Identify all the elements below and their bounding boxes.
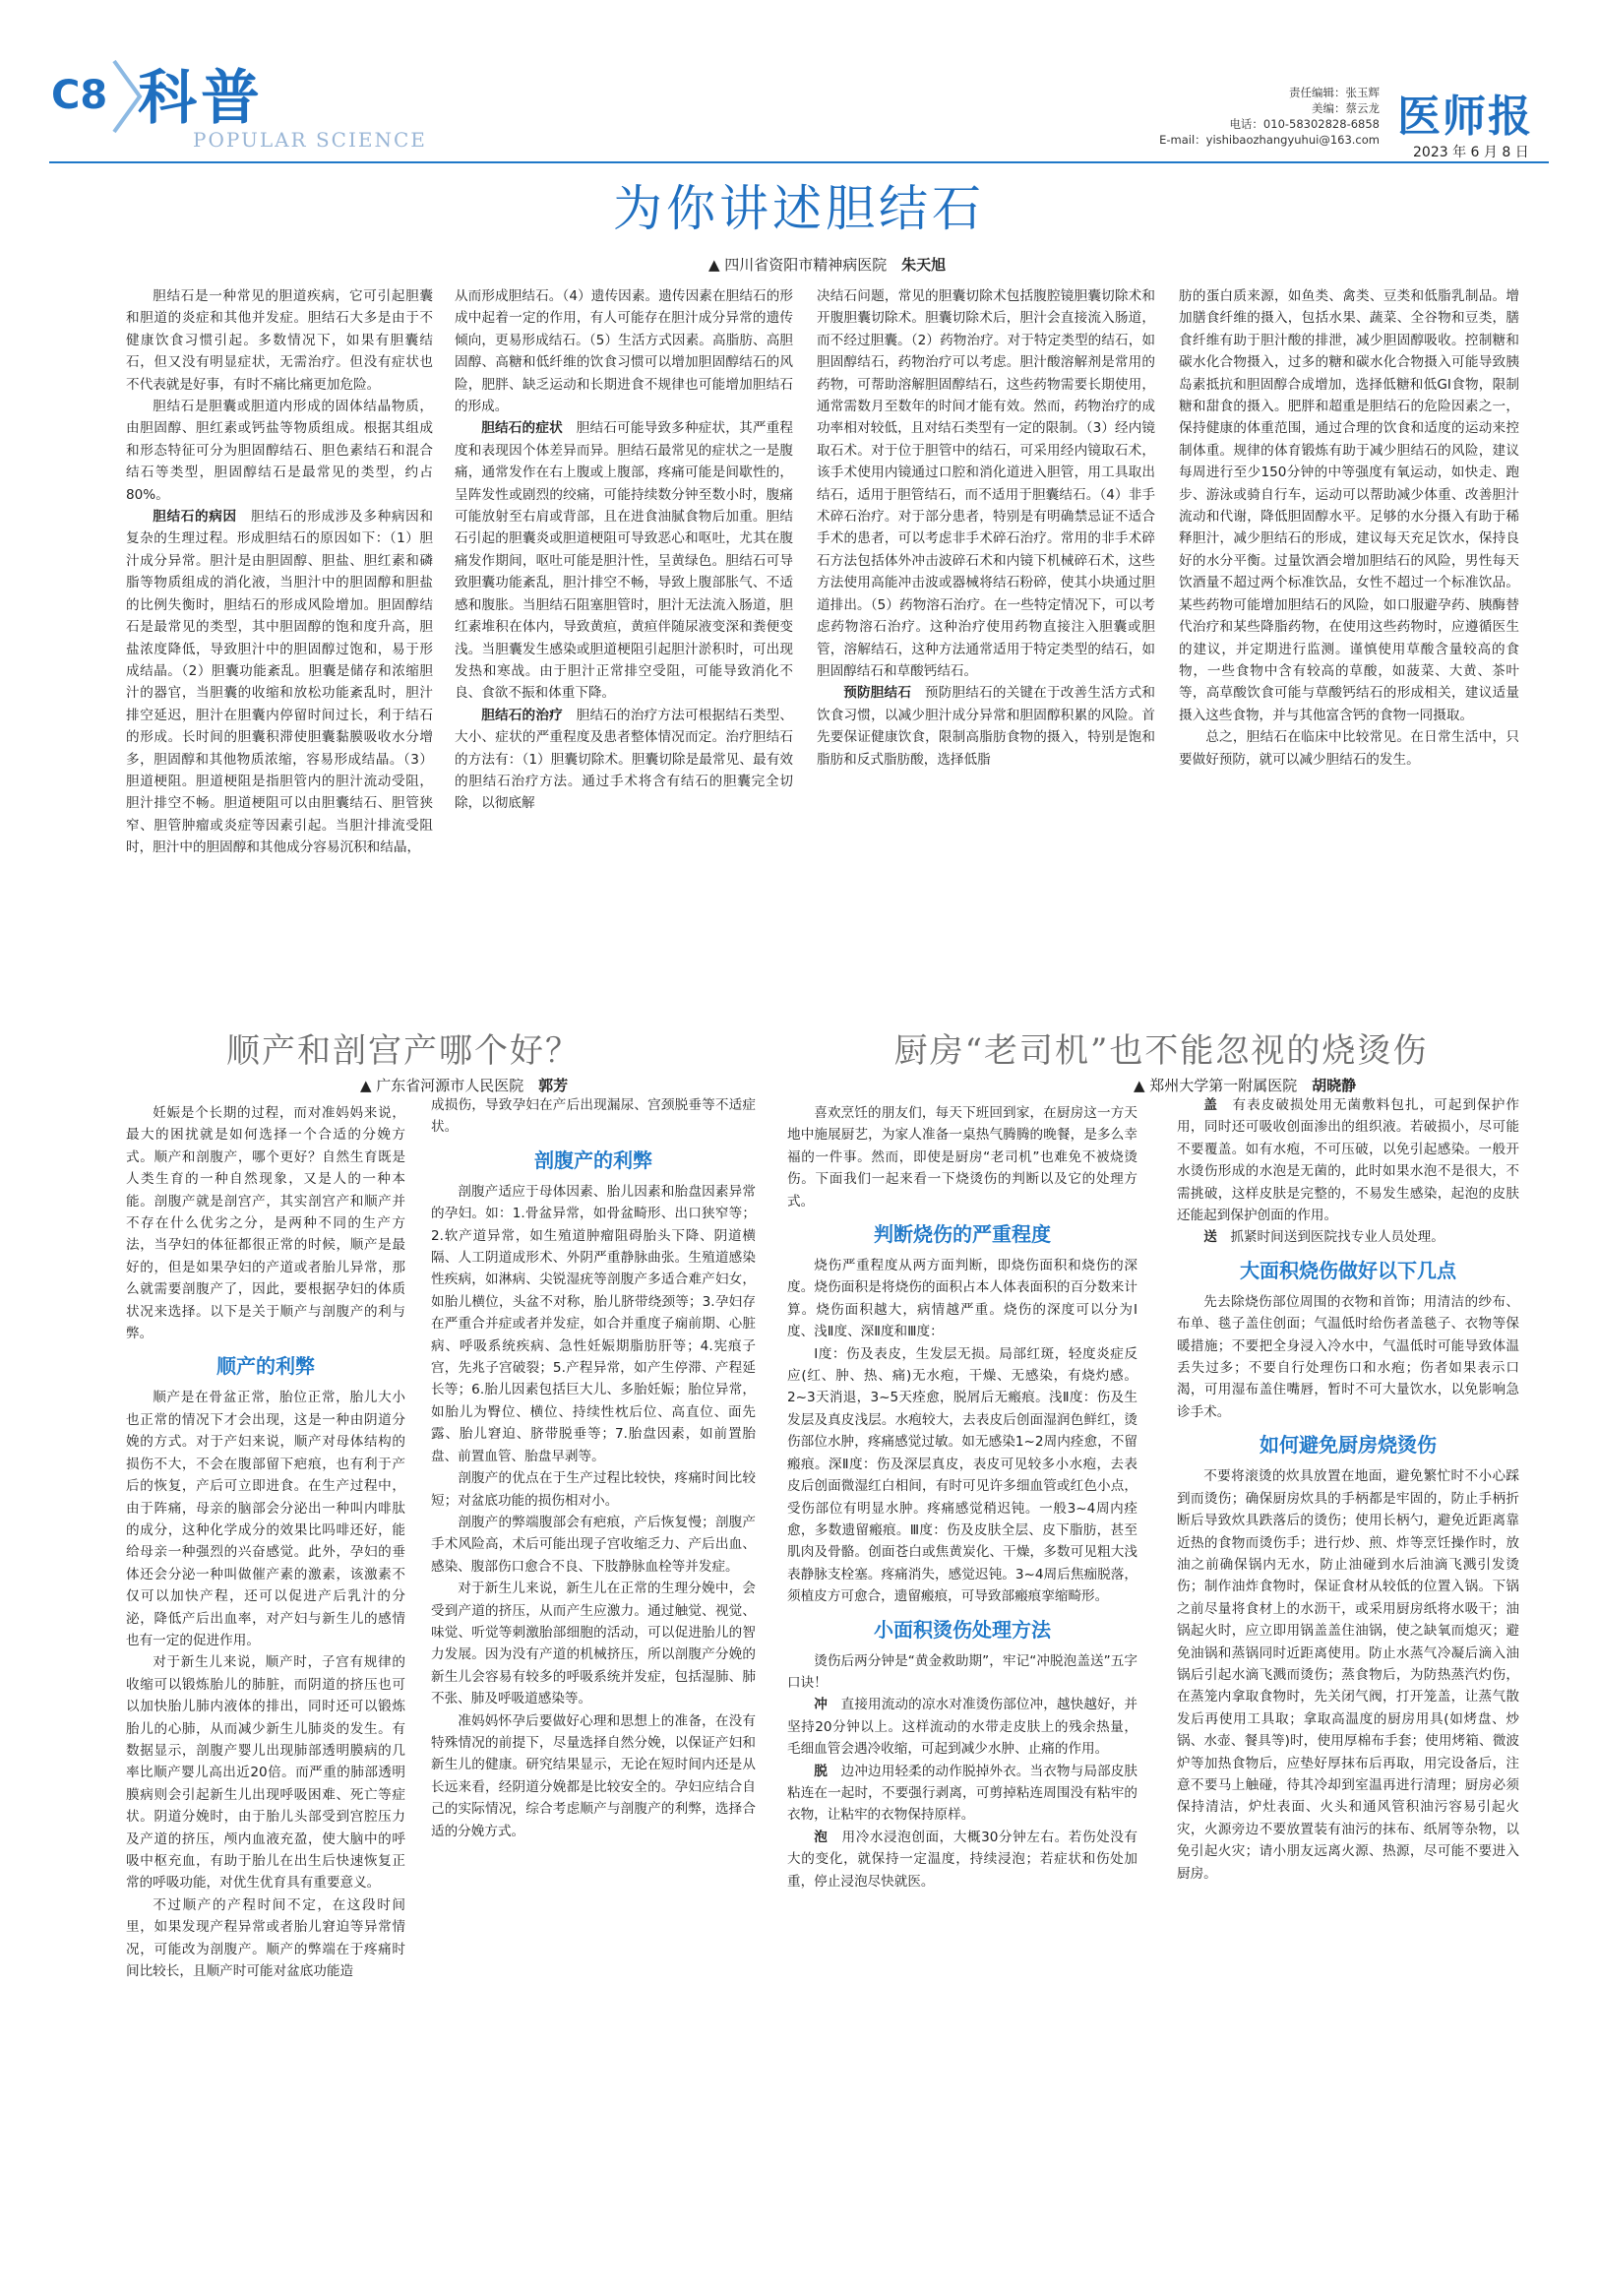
paragraph (126, 396, 433, 506)
subheading: 剖腹产的利弊 (534, 1148, 652, 1172)
main-article-byline (708, 254, 946, 275)
paragraph-text: 肪的蛋白质来源，如鱼类、禽类、豆类和低脂乳制品。增加膳食纤维的摄入，包括水果、蔬菜、全谷物和豆类，膳食纤维有助于胆汁酸的排泄，减少胆固醇吸收。控制糖和碳水化合物摄入，过多的糖和碳水化合物摄入可能导致胰岛素抵抗和胆固醇合成增加，选择低糖和低GI食物，限制糖和甜食的摄入。肥胖和超重是胆结石的危险因素之一，保持健康的体重范围，通过合理的饮食和适度的运动来控制体重。规律的体育锻炼有助于减少胆结石的风险，建议每周进行至少150分钟的中等强度有氧运动，如快走、跑步、游泳或骑自行车，运动可以帮助减少体重、改善胆汁流动和代谢，降低胆固醇水平。足够的水分摄入有助于稀释胆汁，减少胆结石的形成，建议每天充足饮水，保持良好的水分平衡。过量饮酒会增加胆结石的风险，男性每天饮酒量不超过两个标准饮品，女性不超过一个标准饮品。某些药物可能增加胆结石的风险，如口服避孕药、胰酶替代治疗和某些降脂药物，在使用这些药物时，应遵循医生的建议，并定期进行监测。谨慎使用草酸含量较高的食物，一些食物中含有较高的草酸，如菠菜、大黄、茶叶等，高草酸饮食可能与草酸钙结石的形成相关，建议适量摄入这些食物，并与其他富含钙的食物一同摄取。 (1179, 288, 1519, 723)
article2-column-1 (126, 1102, 405, 2273)
email: E-mail：yishibaozhangyuhui@163.com (1159, 133, 1380, 147)
paragraph (1179, 285, 1519, 726)
paragraph (787, 1827, 1137, 1893)
paragraph-text: 剖腹产适应于母体因素、胎儿因素和胎盘因素异常的孕妇。如：1.骨盆异常，如骨盆畸形、出口狭窄等；2.软产道异常，如生殖道肿瘤阻碍胎头下降、阴道横隔、人工阴道成形术、外阴严重静脉曲张。生殖道感染性疾病，如淋病、尖锐湿疣等剖腹产多适合难产妇女，如胎儿横位，头盆不对称，胎儿脐带绕颈等；3.孕妇存在严重合并症或者并发症，如合并重度子痫前期、心脏病、呼吸系统疾病、急性妊娠期脂肪肝等；4.宪痕子宫，先兆子宫破裂；5.产程异常，如产生停滞、产程延长等；6.胎儿因素包括巨大儿、多胎妊娠；胎位异常，如胎儿为臀位、横位、持续性枕后位、高直位、面先露、胎儿窘迫、脐带脱垂等；7.胎盘因素，如前置胎盘、前置血管、胎盘早剥等。 (431, 1183, 756, 1464)
article2-byline (360, 1075, 568, 1095)
article3-byline (1134, 1075, 1356, 1095)
paragraph-text: 准妈妈怀孕后要做好心理和思想上的准备，在没有特殊情况的前提下，尽量选择自然分娩，以保证产妇和新生儿的健康。研究结果显示，无论在短时间内还是从长远来看，经阴道分娩都是比较安全的。孕妇应结合自己的实际情况，综合考虑顺产与剖腹产的利弊，选择合适的分娩方式。 (431, 1712, 756, 1839)
article3-title: 厨房“老司机”也不能忽视的烧烫伤 (893, 1031, 1429, 1071)
paragraph (1177, 1291, 1519, 1423)
paragraph (1179, 726, 1519, 771)
subheading: 判断烧伤的严重程度 (874, 1222, 1051, 1247)
author-name: 郭芳 (538, 1077, 569, 1094)
paragraph (787, 1343, 1137, 1608)
paragraph-text: 顺产是在骨盆正常，胎位正常，胎儿大小也正常的情况下才会出现，这是一种由阴道分娩的方式。对于产妇来说，顺产对母体结构的损伤不大，不会在腹部留下疤痕，也有利于产后的恢复，产后可立即进食。在生产过程中，由于阵痛，母亲的脑部会分泌出一种叫内啡肽的成分，这种化学成分的效果比吗啡还好，能给母亲一种强烈的兴奋感觉。此外，孕妇的垂体还会分泌一种叫做催产素的激素，该激素不仅可以加快产程，还可以促进产后乳汁的分泌，降低产后出血率，对产妇与新生儿的感情也有一定的促进作用。 (126, 1390, 405, 1648)
run-in-heading: 送 (1203, 1229, 1217, 1246)
paragraph-text: 总之，胆结石在临床中比较常见。在日常生活中，只要做好预防，就可以减少胆结石的发生。 (1179, 729, 1519, 768)
paragraph-text: 烫伤后两分钟是“黄金救助期”，牢记“冲脱泡盖送”五字口诀！ (787, 1652, 1137, 1691)
paragraph-text: Ⅰ度：伤及表皮，生发层无损。局部红斑，轻度炎症反应(红、肿、热、痛)无水疱，干燥、无感染，有烧灼感。2~3天消退，3~5天痊愈，脱屑后无瘢痕。浅Ⅱ度：伤及生发层及真皮浅层。水疱较大，去表皮后创面湿润色鲜红，烫伤部位水肿，疼痛感觉过敏。如无感染1~2周内痊愈，不留瘢痕。深Ⅱ度：伤及深层真皮，表皮可见较多小水疱，去表皮后创面微湿红白相间，有时可见许多细血管或红色小点，受伤部位有明显水肿。疼痛感觉稍迟钝。一般3~4周内痊愈，多数遗留瘢痕。Ⅲ度：伤及皮肤全层、皮下脂肪，甚至肌肉及骨骼。创面苍白或焦黄炭化、干燥，多数可见粗大浅表静脉支栓塞。疼痛消失，感觉迟钝。3~4周后焦痂脱落，须植皮方可愈合，遗留瘢痕，可导致部瘢痕挛缩畸形。 (787, 1345, 1137, 1605)
paragraph (126, 1387, 405, 1651)
paragraph-text: 妊娠是个长期的过程，而对准妈妈来说，最大的困扰就是如何选择一个合适的分娩方式。顺产和剖腹产，哪个更好？自然生育既是人类生育的一种自然现象，又是人的一种本能。剖腹产就是剖宫产，其实剖宫产和顺产并不存在什么优劣之分，是两种不同的生产方法，当孕妇的体征都很正常的时候，顺产是最好的，但是如果孕妇的产道或者胎儿异常，那么就需要剖腹产了，因此，要根据孕妇的体质状况来选择。以下是关于顺产与剖腹产的利与弊。 (126, 1105, 405, 1342)
author-org: ▲ 四川省资阳市精神病医院 (708, 256, 888, 274)
page-number: C8 (51, 73, 108, 118)
paragraph-text: 胆结石的治疗方法可根据结石类型、大小、症状的严重程度及患者整体情况而定。治疗胆结石的方法有：（1）胆囊切除术。胆囊切除是最常见、最有效的胆结石治疗方法。通过手术将含有结石的胆囊完全切除，以彻底解 (455, 707, 793, 812)
paragraph (126, 1102, 405, 1344)
paragraph-text: 胆结石是胆囊或胆道内形成的固体结晶物质，由胆固醇、胆红素或钙盐等物质组成。根据其组成和形态特征可分为胆固醇结石、胆色素结石和混合结石等类型，胆固醇结石是最常见的类型，约占80%。 (126, 399, 433, 503)
author-name: 朱天旭 (901, 256, 947, 274)
paragraph-text: 胆结石可能导致多种症状，其严重程度和表现因个体差异而异。胆结石最常见的症状之一是腹痛，通常发作在右上腹或上腹部，疼痛可能是间歇性的，呈阵发性或剧烈的绞痛，可能持续数分钟至数小时，腹痛可能放射至右肩或背部，且在进食油腻食物后加重。胆结石引起的胆囊炎或胆道梗阻可导致恶心和呕吐，尤其在腹痛发作期间，呕吐可能是胆汁性，呈黄绿色。胆结石可导致胆囊功能紊乱，胆汁排空不畅，导致上腹部胀气、不适感和腹胀。当胆结石阻塞胆管时，胆汁无法流入肠道，胆红素堆积在体内，导致黄疸，黄疸伴随尿液变深和粪便变浅。当胆囊发生感染或胆道梗阻引起胆汁淤积时，可出现发热和寒战。由于胆汁正常排空受阻，可能导致消化不良、食欲不振和体重下降。 (455, 420, 793, 702)
paragraph (455, 705, 793, 815)
run-in-heading: 预防胆结石 (843, 685, 912, 702)
paragraph-text: 烧伤严重程度从两方面判断，即烧伤面积和烧伤的深度。烧伤面积是将烧伤的面积占本人体表面积的百分数来计算。烧伤面积越大，病情越严重。烧伤的深度可以分为Ⅰ度、浅Ⅱ度、深Ⅱ度和Ⅲ度： (787, 1258, 1137, 1340)
paragraph-text: 直接用流动的凉水对准烫伤部位冲，越快越好，并坚持20分钟以上。这样流动的水带走皮肤上的残余热量，毛细血管会遇冷收缩，可起到减少水肿、止痛的作用。 (787, 1697, 1137, 1758)
subheading: 顺产的利弊 (216, 1354, 315, 1379)
main-article-title: 为你讲述胆结石 (613, 180, 985, 237)
masthead-info (1151, 85, 1380, 148)
main-article-column-4 (1179, 285, 1519, 1024)
subheading: 如何避免厨房烧烫伤 (1260, 1433, 1437, 1458)
header-rule (49, 161, 1549, 163)
run-in-heading: 盖 (1203, 1097, 1218, 1113)
paragraph-text: 从而形成胆结石。（4）遗传因素。遗传因素在胆结石的形成中起着一定的作用，有人可能存在胆汁成分异常的遗传倾向，更易形成结石。（5）生活方式因素。高脂肪、高胆固醇、高糖和低纤维的饮食习惯可以增加胆固醇结石的风险，肥胖、缺乏运动和长期进食不规律也可能增加胆结石的形成。 (455, 288, 793, 415)
paragraph (126, 285, 433, 396)
main-article-column-3 (817, 285, 1155, 1024)
paragraph (817, 682, 1155, 771)
paragraph (787, 1761, 1137, 1827)
article3-column-1 (787, 1102, 1137, 2273)
run-in-heading: 胆结石的病因 (153, 509, 237, 526)
author-org: ▲ 广东省河源市人民医院 (360, 1077, 524, 1094)
paragraph (787, 1102, 1137, 1212)
paragraph-text: 剖腹产的弊端腹部会有疤痕，产后恢复慢；剖腹产手术风险高，术后可能出现子宫收缩乏力、产后出血、感染、腹部伤口愈合不良、下肢静脉血栓等并发症。 (431, 1514, 756, 1575)
main-article-column-1 (126, 285, 433, 1024)
paragraph (787, 1650, 1137, 1695)
paragraph (455, 285, 793, 417)
section-title: 科普 (138, 64, 264, 133)
paragraph-text: 喜欢烹饪的朋友们，每天下班回到家，在厨房这一方天地中施展厨艺，为家人准备一桌热气腾腾的晚餐，是多么幸福的一件事。然而，即使是厨房“老司机”也难免不被烧烫伤。下面我们一起来看一下烧烫伤的判断以及它的处理方式。 (787, 1105, 1137, 1210)
paragraph (1177, 1226, 1519, 1248)
paragraph (431, 1710, 756, 1842)
section-subtitle: POPULAR SCIENCE (193, 128, 427, 152)
paragraph-text: 胆结石是一种常见的胆道疾病，它可引起胆囊和胆道的炎症和其他并发症。胆结石大多是由于不健康饮食习惯引起。多数情况下，如果有胆囊结石，但又没有明显症状，无需治疗。但没有症状也不代表就是好事，有时不痛比痛更加危险。 (126, 288, 433, 393)
editor-credit: 责任编辑：张玉辉 (1289, 86, 1380, 99)
main-article-column-2 (455, 285, 793, 1024)
designer-credit: 美编：蔡云龙 (1312, 101, 1380, 115)
paragraph-text: 预防胆结石的关键在于改善生活方式和饮食习惯，以减少胆汁成分异常和胆固醇积累的风险。首先要保证健康饮食，限制高脂肪食物的摄入，特别是饱和脂肪和反式脂肪酸，选择低脂 (817, 685, 1155, 768)
paragraph (787, 1255, 1137, 1343)
paragraph (817, 285, 1155, 682)
paragraph-text: 用冷水浸泡创面，大概30分钟左右。若伤处没有大的变化，就保持一定温度，持续浸泡；若症状和伤处加重，停止浸泡尽快就医。 (787, 1829, 1137, 1890)
newspaper-logo: 医师报 (1397, 92, 1533, 142)
paragraph (1177, 1094, 1519, 1226)
run-in-heading: 胆结石的症状 (481, 420, 563, 437)
run-in-heading: 泡 (814, 1829, 829, 1845)
paragraph-text: 决结石问题，常见的胆囊切除术包括腹腔镜胆囊切除术和开腹胆囊切除术。胆囊切除术后，胆汁会直接流入肠道，而不经过胆囊。（2）药物治疗。对于特定类型的结石，如胆固醇结石，药物治疗可以考虑。胆汁酸溶解剂是常用的药物，可帮助溶解胆固醇结石，这些药物需要长期使用，通常需数月至数年的时间才能有效。然而，药物治疗的成功率相对较低，且对结石类型有一定的限制。（3）经内镜取石术。对于位于胆管中的结石，可采用经内镜取石术，该手术使用内镜通过口腔和消化道进入胆管，用工具取出结石，适用于胆管结石，而不适用于胆囊结石。（4）非手术碎石治疗。对于部分患者，特别是有明确禁忌证不适合手术的患者，可以考虑非手术碎石治疗。常用的非手术碎石方法包括体外冲击波碎石术和内镜下机械碎石术，这些方法使用高能冲击波或器械将结石粉碎，使其小块通过胆道排出。（5）药物溶石治疗。在一些特定情况下，可以考虑药物溶石治疗。这种治疗使用药物直接注入胆囊或胆管，溶解结石，这种方法通常适用于特定类型的结石，如胆固醇结石和草酸钙结石。 (817, 288, 1155, 679)
paragraph-text: 剖腹产的优点在于生产过程比较快，疼痛时间比较短；对盆底功能的损伤相对小。 (431, 1470, 756, 1509)
phone: 电话：010-58302828-6858 (1229, 117, 1380, 131)
author-org: ▲ 郑州大学第一附属医院 (1134, 1077, 1298, 1094)
paragraph (126, 506, 433, 859)
paragraph-text: 成损伤，导致孕妇在产后出现漏尿、宫颈脱垂等不适症状。 (431, 1097, 756, 1136)
article2-title: 顺产和剖宫产哪个好？ (226, 1031, 581, 1071)
paragraph-text: 先去除烧伤部位周围的衣物和首饰；用清洁的纱布、布单、毯子盖住创面；气温低时给伤者盖毯子、衣物等保暖措施；不要把全身浸入冷水中，气温低时可能导致体温丢失过多；不要自行处理伤口和水疱；伤者如果表示口渴，可用湿布盖住嘴唇，暂时不可大量饮水，以免影响急诊手术。 (1177, 1293, 1519, 1420)
paragraph (431, 1578, 756, 1709)
paragraph-text: 对于新生儿来说，新生儿在正常的生理分娩中，会受到产道的挤压，从而产生应激力。通过触觉、视觉、味觉、听觉等刺激胎部细胞的活动，可以促进胎儿的智力发展。因为没有产道的机械挤压，所以剖腹产分娩的新生儿会容易有较多的呼吸系统并发症，包括湿肺、肺不张、肺及呼吸道感染等。 (431, 1581, 756, 1707)
article2-column-2 (431, 1094, 756, 2275)
paragraph (787, 1694, 1137, 1760)
run-in-heading: 冲 (814, 1697, 828, 1713)
paragraph (126, 1894, 405, 1983)
subheading: 大面积烧伤做好以下几点 (1240, 1258, 1456, 1282)
paragraph (431, 1181, 756, 1467)
paragraph (126, 1651, 405, 1893)
paragraph-text: 有表皮破损处用无菌敷料包扎，可起到保护作用，同时还可吸收创面渗出的组织液。若破损小，尽可能不要覆盖。如有水疱，不可压破，以免引起感染。一般开水烫伤形成的水泡是无菌的，此时如果水泡不是很大，不需挑破，这样皮肤是完整的，不易发生感染，起泡的皮肤还能起到保护创面的作用。 (1177, 1097, 1519, 1224)
paragraph (431, 1512, 756, 1578)
paragraph-text: 边冲边用轻柔的动作脱掉外衣。当衣物与局部皮肤粘连在一起时，不要强行剥离，可剪掉粘连周围没有粘牢的衣物，让粘牢的衣物保持原样。 (787, 1763, 1137, 1824)
paragraph (431, 1094, 756, 1139)
run-in-heading: 胆结石的治疗 (481, 707, 563, 723)
author-name: 胡晓静 (1312, 1077, 1357, 1094)
paragraph-text: 不要将滚烫的炊具放置在地面，避免繁忙时不小心踩到而烫伤；确保厨房炊具的手柄都是牢固的，防止手柄折断后导致炊具跌落后的烫伤；使用长柄勺，避免近距离靠近热的食物而烫伤手；进行炒、煎、炸等烹饪操作时，放油之前确保锅内无水，防止油碰到水后油滴飞溅引发烫伤；制作油炸食物时，保证食材从较低的位置入锅。下锅之前尽量将食材上的水沥干，或采用厨房纸将水吸干；油锅起火时，应立即用锅盖盖住油锅，使之缺氧而熄灭；避免油锅和蒸锅同时近距离使用。防止水蒸气冷凝后滴入油锅后引起水滴飞溅而烫伤；蒸食物后，为防热蒸汽灼伤，在蒸笼内拿取食物时，先关闭气阀，打开笼盖，让蒸气散发后再使用工具取；拿取高温度的厨房用具(如烤盘、炒锅、水壶、餐具等)时，使用厚棉布手套；使用烤箱、微波炉等加热食物后，应垫好厚抹布后再取，用完设备后，注意不要马上触碰，待其冷却到室温再进行清理；厨房必须保持清洁，炉灶表面、火头和通风管积油污容易引起火灾，火源旁边不要放置装有油污的抹布、纸屑等杂物，以免引起火灾；请小朋友远离火源、热源，尽可能不要进入厨房。 (1177, 1468, 1519, 1882)
article3-column-2 (1177, 1094, 1519, 2275)
run-in-heading: 脱 (814, 1763, 828, 1779)
paragraph-text: 抓紧时间送到医院找专业人员处理。 (1230, 1229, 1444, 1246)
paragraph (431, 1467, 756, 1512)
paragraph-text: 对于新生儿来说，顺产时，子宫有规律的收缩可以锻炼胎儿的肺脏，而阴道的挤压也可以加快胎儿肺内液体的排出，同时还可以锻炼胎儿的心肺，从而减少新生儿肺炎的发生。有数据显示，剖腹产婴儿出现肺部透明膜病的几率比顺产婴儿高出近20倍。而严重的肺部透明膜病则会引起新生儿出现呼吸困难、死亡等症状。阴道分娩时，由于胎儿头部受到宫腔压力及产道的挤压，颅内血液充盈，使大脑中的呼吸中枢充血，有助于胎儿在出生后快速恢复正常的呼吸功能，对优生优育具有重要意义。 (126, 1654, 405, 1892)
paragraph-text: 不过顺产的产程时间不定，在这段时间里，如果发现产程异常或者胎儿窘迫等异常情况，可能改为剖腹产。顺产的弊端在于疼痛时间比较长，且顺产时可能对盆底功能造 (126, 1896, 405, 1980)
paragraph (455, 417, 793, 704)
subheading: 小面积烫伤处理方法 (874, 1617, 1051, 1642)
paragraph (1177, 1465, 1519, 1885)
issue-date: 2023 年 6 月 8 日 (1413, 145, 1529, 160)
paragraph-text: 胆结石的形成涉及多种病因和复杂的生理过程。形成胆结石的原因如下：（1）胆汁成分异常。胆汁是由胆固醇、胆盐、胆红素和磷脂等物质组成的消化液，当胆汁中的胆固醇和胆盐的比例失衡时，胆结石的形成风险增加。胆固醇结石是最常见的类型，其中胆固醇的饱和度升高，胆盐浓度降低，导致胆汁中的胆固醇过饱和，易于形成结晶。（2）胆囊功能紊乱。胆囊是储存和浓缩胆汁的器官，当胆囊的收缩和放松功能紊乱时，胆汁排空延迟，胆汁在胆囊内停留时间过长，利于结石的形成。长时间的胆囊积滞使胆囊黏膜吸收水分增多，胆固醇和其他物质浓缩，容易形成结晶。（3）胆道梗阻。胆道梗阻是指胆管内的胆汁流动受阻，胆汁排空不畅。胆道梗阻可以由胆囊结石、胆管狭窄、胆管肿瘤或炎症等因素引起。当胆汁排流受阻时，胆汁中的胆固醇和其他成分容易沉积和结晶， (126, 509, 433, 856)
